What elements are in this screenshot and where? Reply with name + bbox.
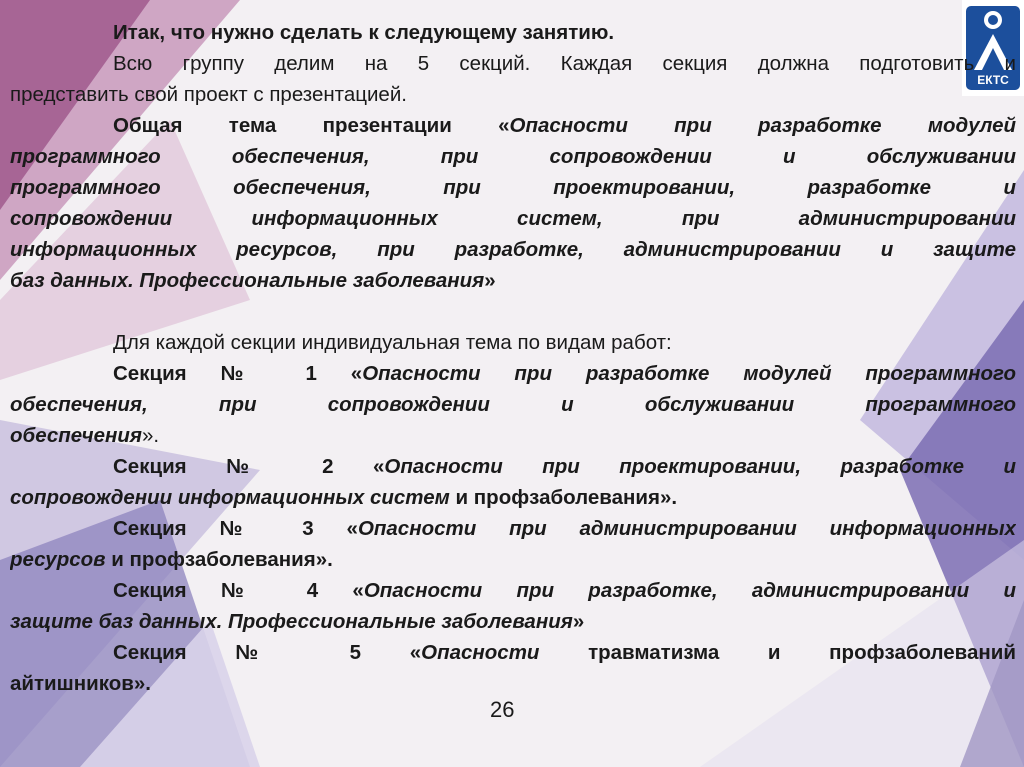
spacer (10, 296, 1016, 327)
intro-line-2: представить свой проект с презентацией. (10, 83, 407, 106)
section-3-line-2: ресурсов и профзаболевания». (10, 548, 333, 571)
section-4-line-2: защите баз данных. Профессиональные заболевания» (10, 610, 585, 633)
topic-line-2: программного обеспечения, при сопровождении и обслуживании (10, 145, 1016, 168)
logo-text: ЕКТС (977, 73, 1009, 87)
section-3-line-1: Секция № 3 «Опасности при администрировании информационных (113, 517, 1016, 540)
section-5-line-1: Секция № 5 «Опасности травматизма и профзаболеваний (113, 641, 1016, 664)
topic-line-3: программного обеспечения, при проектировании, разработке и (10, 176, 1016, 199)
page-number: 26 (490, 697, 515, 722)
topic-line-1: Общая тема презентации «Опасности при разработке модулей (113, 114, 1016, 137)
intro-line-1: Всю группу делим на 5 секций. Каждая секция должна подготовить и (113, 52, 1016, 75)
section-5-line-2: айтишников». (10, 672, 151, 695)
slide-text (10, 17, 1016, 699)
section-1-line-3: обеспечения». (10, 424, 160, 447)
section-4-line-1: Секция № 4 «Опасности при разработке, администрировании и (113, 579, 1016, 602)
section-1-line-1: Секция № 1 «Опасности при разработке модулей программного (113, 362, 1016, 385)
topic-line-5: информационных ресурсов, при разработке, администрировании и защите (10, 238, 1016, 261)
section-2-line-1: Секция № 2 «Опасности при проектировании, разработке и (113, 455, 1016, 478)
topic-line-6: баз данных. Профессиональные заболевания» (10, 269, 496, 292)
section-1-line-2: обеспечения, при сопровождении и обслуживании программного (10, 393, 1016, 416)
heading: Итак, что нужно сделать к следующему занятию. (113, 21, 615, 44)
section-2-line-2: сопровождении информационных систем и профзаболевания». (10, 486, 678, 509)
sections-intro: Для каждой секции индивидуальная тема по видам работ: (113, 331, 672, 354)
topic-line-4: сопровождении информационных систем, при администрировании (10, 207, 1016, 230)
